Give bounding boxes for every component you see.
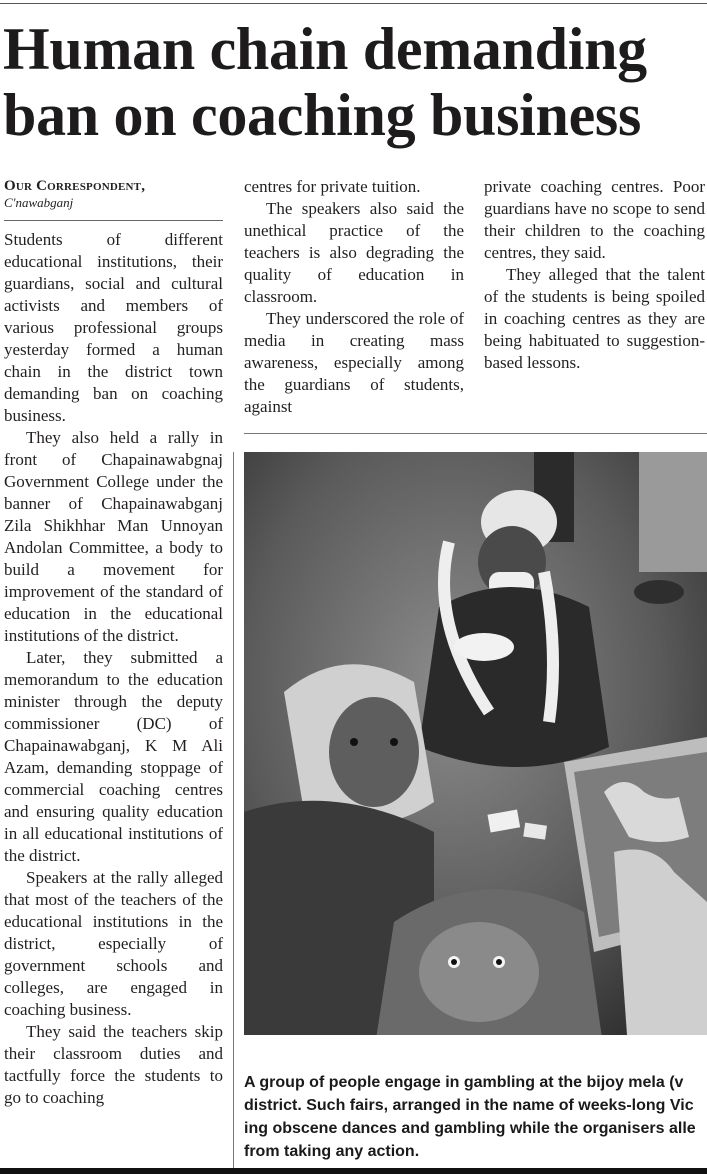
column-divider-rule bbox=[233, 452, 234, 1168]
top-rule bbox=[0, 3, 707, 4]
paragraph: Students of different educational institutions, their guardians, social and cultural activists and members of various professional groups yesterday formed a human chain in the district town demanding ban on coaching business. bbox=[4, 230, 223, 425]
bottom-rule bbox=[0, 1168, 707, 1174]
paragraph: They said the teachers skip their classroom duties and tactfully force the students to go to coaching bbox=[4, 1022, 223, 1107]
photo-caption bbox=[244, 1071, 707, 1163]
byline-rule bbox=[4, 220, 223, 221]
paragraph: The speakers also said the unethical practice of the teachers is also degrading the quality of education in classroom. bbox=[244, 199, 464, 306]
photograph-icon bbox=[244, 452, 707, 1035]
paragraph: centres for private tuition. bbox=[244, 177, 421, 196]
caption-line: from taking any action. bbox=[244, 1143, 420, 1160]
paragraph: They alleged that the talent of the students is being spoiled in coaching centres as they are being habituated to suggestion-based lessons. bbox=[484, 265, 705, 372]
caption-line: ing obscene dances and gambling while the organisers alle bbox=[244, 1120, 696, 1137]
article-column-3 bbox=[484, 176, 705, 374]
caption-line: district. Such fairs, arranged in the name of weeks-long Vic bbox=[244, 1097, 694, 1114]
byline-place: C'nawabganj bbox=[4, 195, 74, 210]
article-column-1 bbox=[4, 229, 223, 1109]
headline-line-1: Human chain demanding bbox=[3, 16, 647, 82]
column-section-rule bbox=[244, 433, 707, 434]
news-photograph bbox=[244, 452, 707, 1035]
byline bbox=[4, 178, 224, 210]
caption-line: A group of people engage in gambling at the bijoy mela (v bbox=[244, 1074, 684, 1091]
paragraph: Later, they submitted a memorandum to the education minister through the deputy commissioner (DC) of Chapainawabganj, K M Ali Azam, demanding stoppage of commercial coaching centres and ensuring quality education in all educational institutions of the district. bbox=[4, 648, 223, 865]
paragraph: private coaching centres. Poor guardians have no scope to send their children to the coaching centres, they said. bbox=[484, 177, 705, 262]
paragraph: Speakers at the rally alleged that most of the teachers of the educational institutions in the district, especially of government schools and colleges, are engaged in coaching business. bbox=[4, 868, 223, 1019]
byline-name: Our Correspondent, bbox=[4, 178, 146, 194]
paragraph: They underscored the role of media in creating mass awareness, especially among the guardians of students, against bbox=[244, 309, 464, 416]
headline-line-2: ban on coaching business bbox=[3, 82, 642, 148]
article-column-2 bbox=[244, 176, 464, 418]
headline bbox=[3, 16, 707, 148]
paragraph: They also held a rally in front of Chapainawabgnaj Government College under the banner of Chapainawabganj Zila Shikhhar Man Unnoyan Andolan Committee, a body to build a movement for improvement of the standard of education in the educational institutions of the district. bbox=[4, 428, 223, 645]
